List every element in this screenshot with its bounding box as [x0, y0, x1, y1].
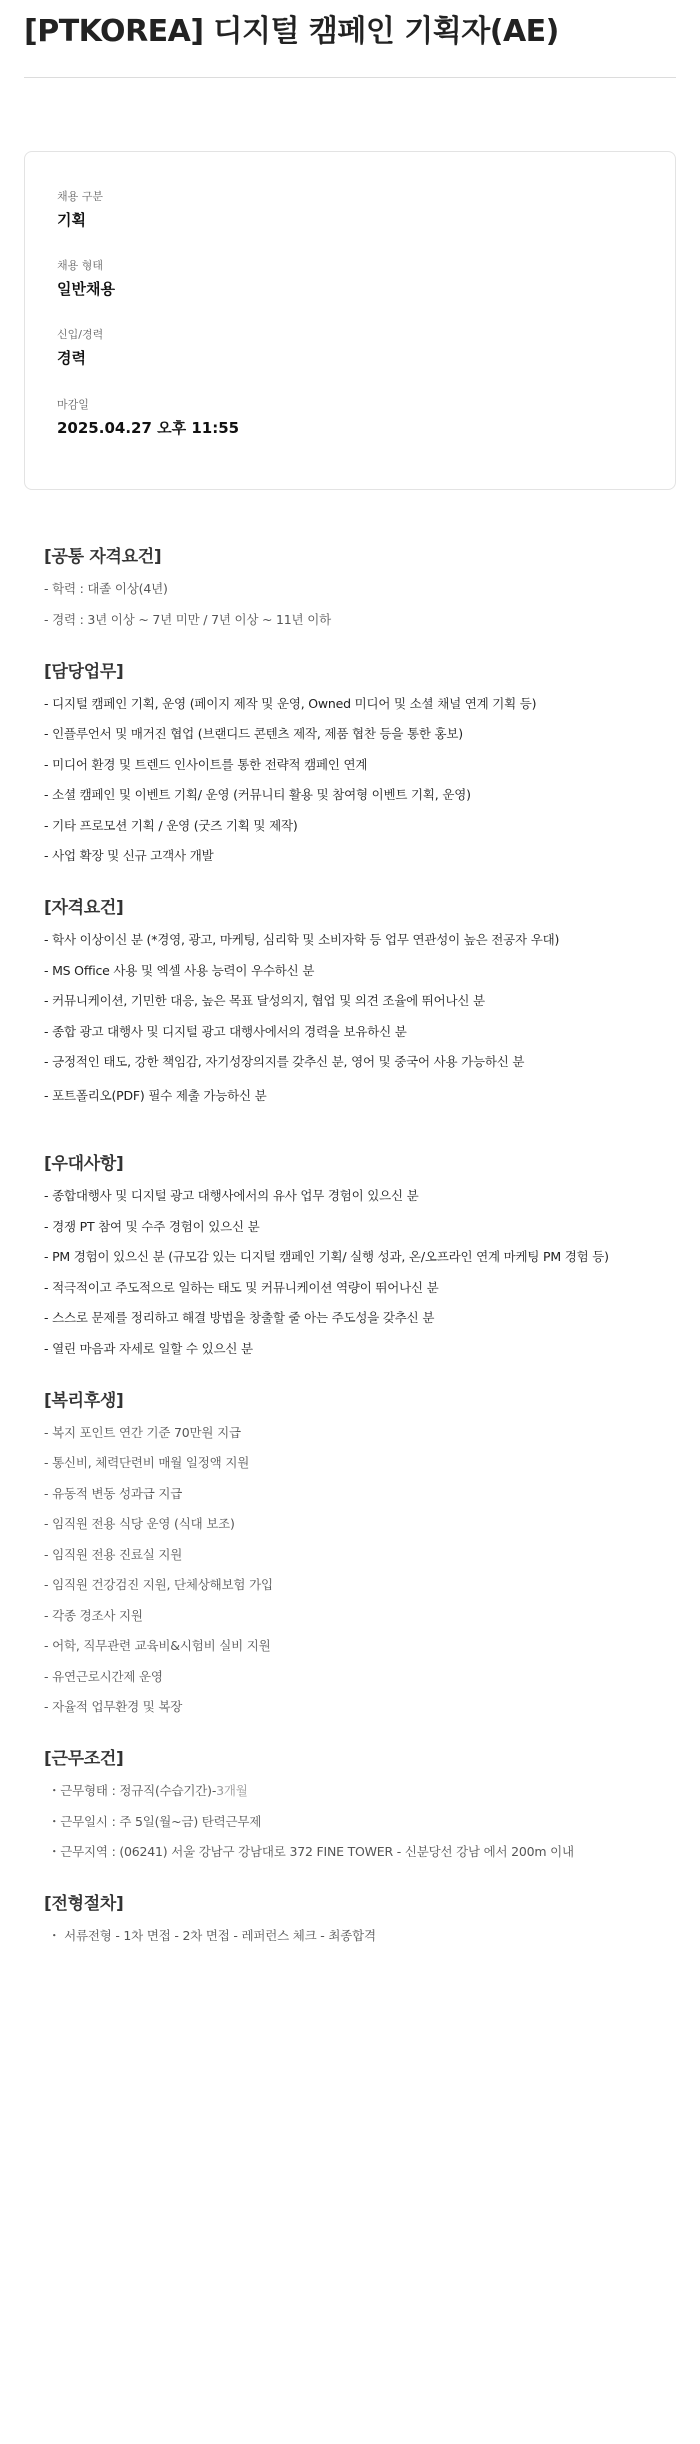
info-label: 마감일 — [57, 398, 89, 411]
list-item: - 임직원 건강검진 지원, 단체상해보험 가입 — [44, 1577, 273, 1592]
page-title: [PTKOREA] 디지털 캠페인 기획자(AE) — [24, 14, 559, 49]
section-heading: [복리후생] — [44, 1390, 124, 1411]
info-item-recruit-category — [57, 189, 103, 232]
list-item: - MS Office 사용 및 엑셀 사용 능력이 우수하신 분 — [44, 962, 315, 978]
employment-type-text: ・근무형태 : 정규직(수습기간)- — [48, 1783, 217, 1798]
list-item: - 학력 : 대졸 이상(4년) — [44, 581, 168, 596]
info-item-career-level — [57, 327, 103, 370]
work-location: ・근무지역 : (06241) 서울 강남구 강남대로 372 FINE TOWER - 신분당선 강남 에서 200m 이내 — [48, 1844, 574, 1859]
list-item: - 어학, 직무관련 교육비&시험비 실비 지원 — [44, 1638, 271, 1653]
list-item: - 각종 경조사 지원 — [44, 1607, 143, 1623]
list-item: - 긍정적인 태도, 강한 책임감, 자기성장의지를 갖추신 분, 영어 및 중국어 사용 가능하신 분 — [44, 1054, 525, 1069]
info-value: 기획 — [57, 211, 86, 229]
job-info-card — [24, 151, 676, 490]
list-item: - 경쟁 PT 참여 및 수주 경험이 있으신 분 — [44, 1218, 260, 1234]
title-divider — [24, 77, 676, 78]
list-item: - 적극적이고 주도적으로 일하는 태도 및 커뮤니케이션 역량이 뛰어나신 분 — [44, 1279, 439, 1295]
info-label: 신입/경력 — [57, 328, 104, 341]
list-item: - 인플루언서 및 매거진 협업 (브랜디드 콘텐츠 제작, 제품 협찬 등을 통한 홍보) — [44, 726, 463, 741]
list-item: - 통신비, 체력단련비 매월 일정액 지원 — [44, 1455, 250, 1470]
list-item: - 종합 광고 대행사 및 디지털 광고 대행사에서의 경력을 보유하신 분 — [44, 1023, 407, 1039]
job-description — [44, 545, 664, 1976]
probation-period: 3개월 — [216, 1783, 248, 1798]
list-item: - 복지 포인트 연간 기준 70만원 지급 — [44, 1424, 241, 1440]
list-item: - 자율적 업무환경 및 복장 — [44, 1699, 183, 1714]
work-days: ・근무일시 : 주 5일(월~금) 탄력근무제 — [48, 1813, 262, 1829]
section-duties — [44, 660, 664, 867]
section-heading: [자격요건] — [44, 898, 124, 918]
list-item: - 기타 프로모션 기획 / 운영 (굿즈 기획 및 제작) — [44, 817, 298, 833]
section-process — [44, 1892, 664, 1946]
section-common-requirements — [44, 545, 664, 630]
list-item: - 미디어 환경 및 트렌드 인사이트를 통한 전략적 캠페인 연계 — [44, 756, 368, 772]
section-heading: [전형절차] — [44, 1894, 124, 1914]
list-item: - 열린 마음과 자세로 일할 수 있으신 분 — [44, 1340, 253, 1356]
list-item: - PM 경험이 있으신 분 (규모감 있는 디지털 캠페인 기획/ 실행 성과, 온/오프라인 연계 마케팅 PM 경험 등) — [44, 1249, 609, 1264]
section-heading: [공통 자격요건] — [44, 547, 162, 567]
info-label: 채용 구분 — [57, 190, 104, 203]
section-qualifications — [44, 896, 664, 1106]
list-item: - 임직원 전용 진료실 지원 — [44, 1546, 183, 1562]
list-item: ・ 서류전형 - 1차 면접 - 2차 면접 - 레퍼런스 체크 - 최종합격 — [48, 1928, 376, 1943]
employment-type — [44, 1781, 664, 1801]
section-heading: [담당업무] — [44, 661, 124, 682]
list-item: - 포트폴리오(PDF) 필수 제출 가능하신 분 — [44, 1088, 267, 1103]
list-item: - 유동적 변동 성과급 지급 — [44, 1485, 183, 1501]
list-item: - 임직원 전용 식당 운영 (식대 보조) — [44, 1516, 235, 1531]
section-heading: [우대사항] — [44, 1154, 124, 1174]
section-benefits — [44, 1389, 664, 1718]
list-item: - 학사 이상이신 분 (*경영, 광고, 마케팅, 심리학 및 소비자학 등 업무 연관성이 높은 전공자 우대) — [44, 932, 560, 947]
list-item: - 스스로 문제를 정리하고 해결 방법을 창출할 줄 아는 주도성을 갖추신 분 — [44, 1310, 435, 1325]
info-value: 일반채용 — [57, 280, 115, 298]
list-item: - 종합대행사 및 디지털 광고 대행사에서의 유사 업무 경험이 있으신 분 — [44, 1188, 419, 1203]
section-conditions — [44, 1747, 664, 1862]
info-label: 채용 형태 — [57, 259, 104, 272]
info-item-deadline — [57, 397, 239, 440]
section-preferred — [44, 1152, 664, 1359]
list-item: - 경력 : 3년 이상 ~ 7년 미만 / 7년 이상 ~ 11년 이하 — [44, 611, 331, 627]
list-item: - 커뮤니케이션, 기민한 대응, 높은 목표 달성의지, 협업 및 의견 조율에 뛰어나신 분 — [44, 993, 485, 1008]
list-item: - 디지털 캠페인 기획, 운영 (페이지 제작 및 운영, Owned 미디어 및 소셜 채널 연계 기획 등) — [44, 695, 537, 711]
info-value: 경력 — [57, 349, 86, 367]
list-item: - 사업 확장 및 신규 고객사 개발 — [44, 848, 214, 863]
list-item: - 소셜 캠페인 및 이벤트 기획/ 운영 (커뮤니티 활용 및 참여형 이벤트 기획, 운영) — [44, 787, 471, 802]
list-item: - 유연근로시간제 운영 — [44, 1668, 163, 1684]
info-item-recruit-type — [57, 258, 115, 301]
info-value: 2025.04.27 오후 11:55 — [57, 419, 240, 437]
section-heading: [근무조건] — [44, 1749, 124, 1769]
